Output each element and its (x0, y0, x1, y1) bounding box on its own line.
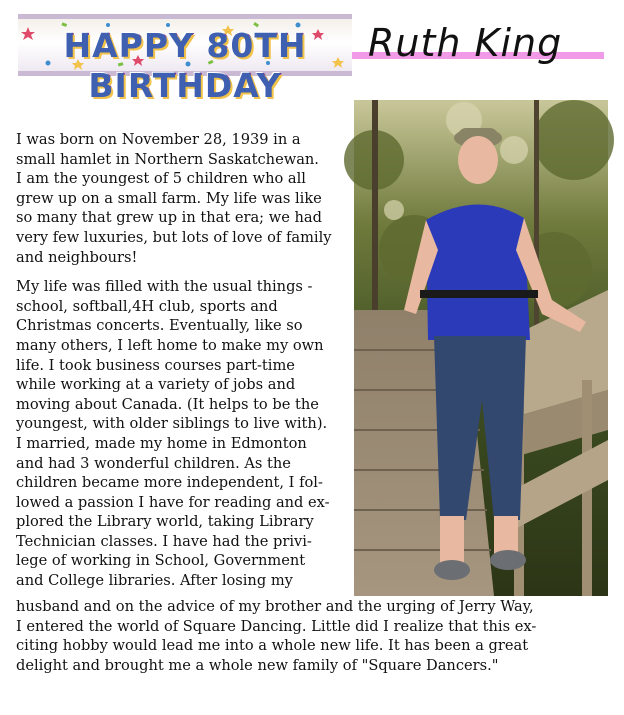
text-line: lowed a passion I have for reading and ex- (16, 493, 330, 511)
text-line: I entered the world of Square Dancing. Little did I realize that this ex- (16, 617, 537, 635)
birthday-banner (18, 14, 352, 105)
text-line: youngest, with older siblings to live with). (16, 415, 328, 433)
text-line: plored the Library world, taking Library (16, 513, 314, 531)
text-line: Technician classes. I have had the privi- (16, 532, 312, 550)
text-line: and College libraries. After losing my (16, 572, 293, 590)
photo-illustration (354, 100, 608, 596)
text-line: My life was filled with the usual things - (16, 278, 313, 296)
text-line: children became more independent, I fol- (16, 474, 323, 492)
text-line: life. I took business courses part-time (16, 356, 295, 374)
article-body (16, 130, 346, 601)
banner-title: HAPPY 80TH BIRTHDAY (63, 26, 307, 105)
text-line: delight and brought me a whole new family of "Square Dancers." (16, 656, 499, 674)
portrait-photo (354, 100, 608, 596)
text-line: Christmas concerts. Eventually, like so (16, 317, 303, 335)
text-line: I am the youngest of 5 children who all (16, 170, 306, 188)
paragraph-life (16, 277, 346, 591)
text-line: while working at a variety of jobs and (16, 376, 296, 394)
text-line: husband and on the advice of my brother and the urging of Jerry Way, (16, 598, 534, 615)
text-line: I married, made my home in Edmonton (16, 434, 307, 452)
text-line: and neighbours! (16, 248, 138, 266)
name-heading (352, 14, 604, 76)
article-tail (16, 597, 616, 675)
text-line: grew up on a small farm. My life was like (16, 189, 322, 207)
text-line: very few luxuries, but lots of love of family (16, 228, 332, 246)
text-line: moving about Canada. (It helps to be the (16, 395, 319, 413)
text-line: and had 3 wonderful children. As the (16, 454, 291, 472)
text-line: I was born on November 28, 1939 in a (16, 131, 301, 148)
paragraph-intro (16, 130, 346, 267)
text-line: small hamlet in Northern Saskatchewan. (16, 150, 319, 168)
text-line: many others, I left home to make my own (16, 336, 324, 354)
text-line: citing hobby would lead me into a whole new life. It has been a great (16, 637, 529, 655)
text-line: lege of working in School, Government (16, 552, 306, 570)
text-line: so many that grew up in that era; we had (16, 209, 322, 227)
text-line: school, softball,4H club, sports and (16, 297, 278, 315)
honoree-name: Ruth King (368, 21, 563, 65)
